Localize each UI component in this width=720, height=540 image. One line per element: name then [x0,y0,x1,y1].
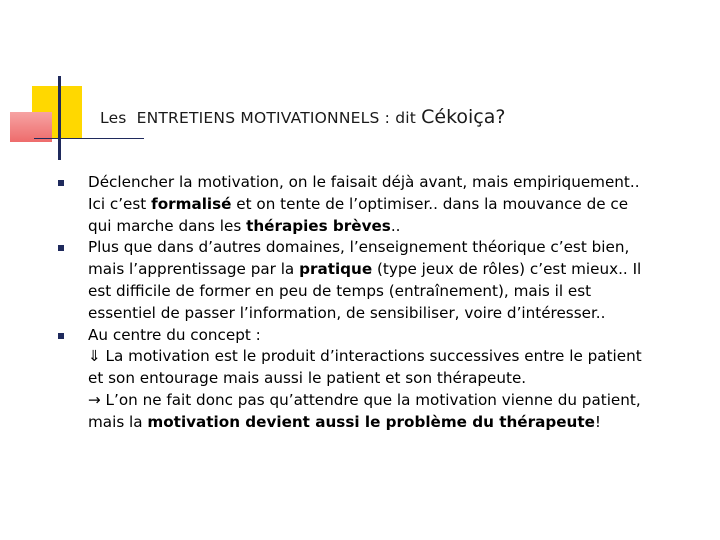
bullet-1-text-1: Déclencher la motivation, on le faisait déjà avant, mais empiriquement.. Ici c’est [88,173,640,213]
title-part-2: ENTRETIENS MOTIVATIONNELS : dit [136,109,417,127]
bullet-1-text-3: .. [390,216,401,235]
bullet-3-text-1: Au centre du concept : [88,325,261,344]
slide-title [100,106,505,128]
bullet-item-2 [56,237,656,324]
bullet-2-text-1: Plus que dans d’autres domaines, l’enseignement théorique c’est bien, mais l’apprentissage par la [88,238,630,279]
bullet-1-bold-1: formalisé [151,194,232,213]
bullet-3-bold-1: motivation devient aussi le problème du thérapeute [147,412,595,431]
ornament-horizontal-line [34,138,144,139]
ornament-vertical-line [58,76,61,160]
down-arrow-icon: ⇓ [88,347,101,366]
bullet-3-text-3: L’on ne fait donc pas qu’attendre que la motivation vienne du patient, mais la [88,390,641,431]
bullet-square-icon [58,333,64,339]
bullet-1-bold-2: thérapies brèves [246,216,391,235]
bullet-list [56,172,656,434]
bullet-square-icon [58,245,64,251]
title-part-3: Cékoiça? [421,106,506,128]
bullet-item-3 [56,325,656,434]
bullet-2-text-2: (type jeux de rôles) c’est mieux.. Il est difficile de former en peu de temps (entraînement), mais il est essentiel de passer l’information, de sensibiliser, voire d’intéresser.. [88,260,642,322]
bullet-item-1 [56,172,656,237]
title-part-1: Les [100,109,127,127]
bullet-1-text-2: et on tente de l’optimiser.. dans la mouvance de ce qui marche dans les [88,194,629,235]
title-ornament [0,0,130,170]
bullet-square-icon [58,180,64,186]
bullet-3-text-4: ! [594,412,601,431]
right-arrow-icon: → [88,390,101,409]
bullet-2-bold-1: pratique [299,260,373,279]
bullet-3-text-2: La motivation est le produit d’interactions successives entre le patient et son entourage mais aussi le patient et son thérapeute. [88,347,642,388]
